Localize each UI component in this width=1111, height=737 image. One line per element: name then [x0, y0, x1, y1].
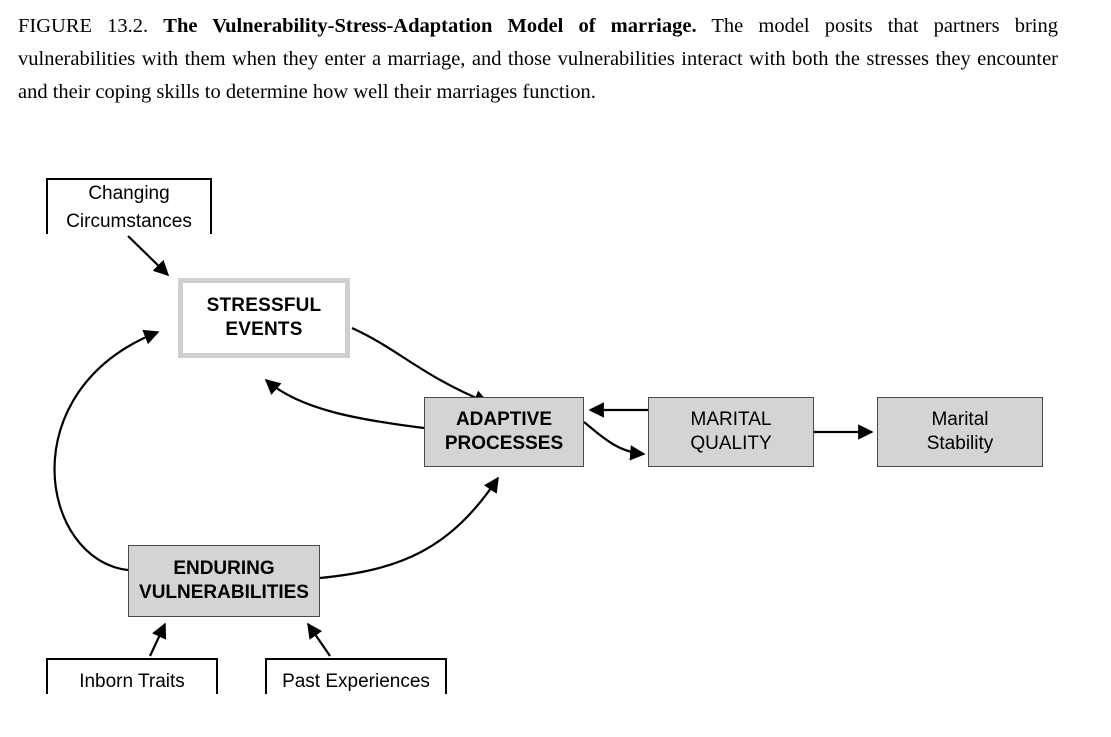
node-adaptive-line1: ADAPTIVE: [455, 408, 553, 430]
node-marital-stability: [877, 397, 1043, 467]
arrow-enduring-to-adaptive: [320, 478, 498, 578]
node-adaptive-line2: PROCESSES: [444, 433, 564, 454]
label-past-text: Past Experiences: [282, 671, 430, 692]
arrow-past-to-enduring: [308, 624, 330, 656]
vulnerability-stress-adaptation-diagram: [0, 160, 1111, 720]
node-adaptive-processes: [424, 397, 584, 467]
node-stressful-events: [178, 278, 350, 358]
node-enduring-vulnerabilities: [128, 545, 320, 617]
node-enduring-line1: ENDURING: [173, 557, 275, 579]
arrow-changing-to-stressful: [128, 236, 168, 275]
node-marital-quality: [648, 397, 814, 467]
figure-caption-body: The model posits that partners bring vulnerabilities with them when they enter a marriage, and those vulnerabilities interact with both the stresses they encounter and their coping skills to determine how well their marriages function.: [18, 15, 1058, 104]
arrow-inborn-to-enduring: [150, 624, 165, 656]
figure-title: The Vulnerability-Stress-Adaptation Model of marriage.: [163, 15, 697, 37]
arrow-stressful-to-adaptive: [352, 328, 488, 403]
label-changing-line2: Circumstances: [66, 210, 192, 232]
arrow-adaptive-to-stressful: [266, 380, 424, 428]
figure-caption: [18, 10, 1058, 110]
node-quality-line2: QUALITY: [690, 433, 772, 454]
label-inborn-traits: [46, 658, 218, 694]
node-quality-line1: MARITAL: [690, 408, 772, 430]
node-enduring-line2: VULNERABILITIES: [139, 582, 309, 603]
node-stability-line1: Marital: [931, 408, 989, 430]
node-stability-line2: Stability: [926, 433, 994, 454]
label-changing-circumstances: [46, 178, 212, 234]
arrow-enduring-to-stressful: [55, 332, 159, 570]
label-changing-line1: Changing: [88, 183, 170, 204]
label-past-experiences: [265, 658, 447, 694]
node-stressful-line2: EVENTS: [225, 319, 303, 340]
node-stressful-line1: STRESSFUL: [206, 294, 322, 316]
label-inborn-text: Inborn Traits: [79, 671, 185, 692]
figure-number: FIGURE 13.2.: [18, 15, 149, 37]
arrow-adaptive-to-quality: [584, 422, 644, 454]
